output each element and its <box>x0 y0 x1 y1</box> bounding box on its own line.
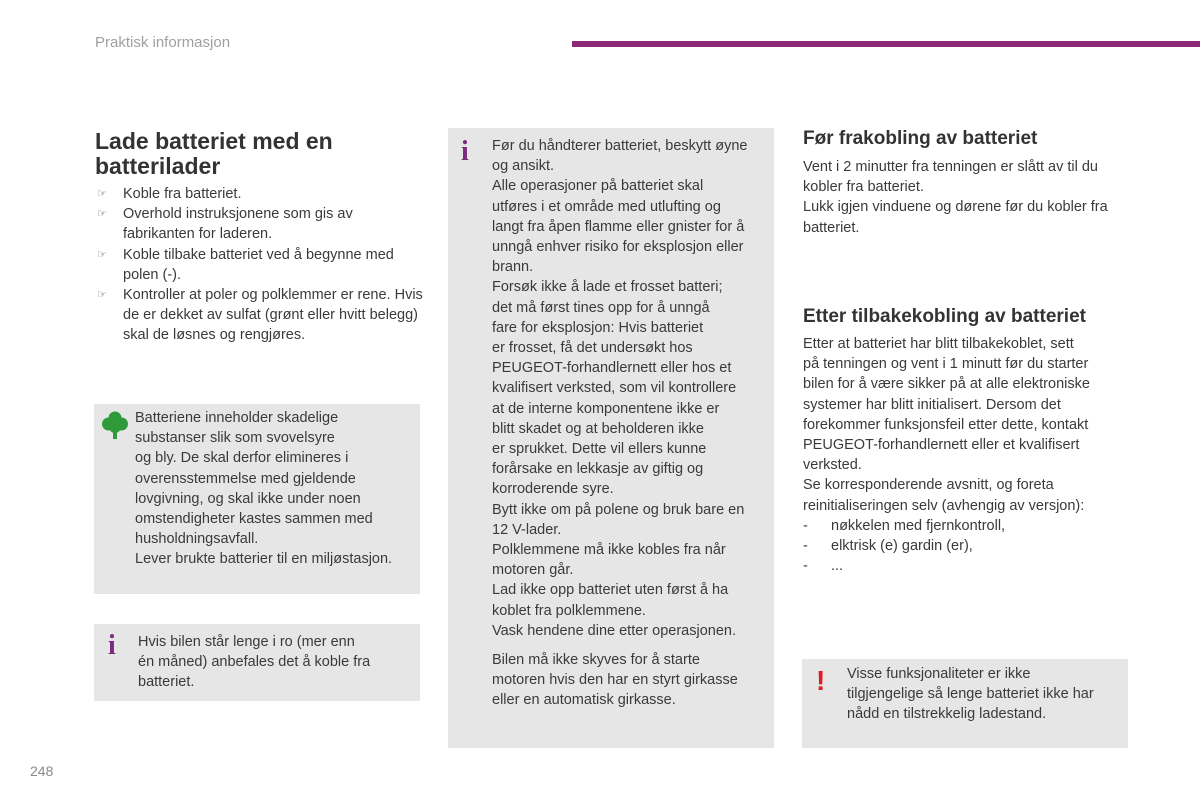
page-number: 248 <box>30 763 54 779</box>
safety-line: Forsøk ikke å lade et frosset batteri; <box>492 279 723 296</box>
safety-line: unngå enhver risiko for eksplosjon eller <box>492 239 744 256</box>
pointing-hand-icon: ☞ <box>97 289 107 302</box>
safety-line: Vask hendene dine etter operasjonen. <box>492 622 736 639</box>
safety-line: Bytt ikke om på polene og bruk bare en <box>492 501 745 518</box>
safety-line: Alle operasjoner på batteriet skal <box>492 178 704 195</box>
env-line: husholdningsavfall. <box>135 531 259 548</box>
safety-line: PEUGEOT-forhandlernett eller hos et <box>492 360 732 377</box>
environment-notice-box <box>94 404 420 594</box>
list-item: ☞ Koble fra batteriet. <box>95 184 425 204</box>
storage-info-box <box>94 624 420 701</box>
safety-line: kvalifisert verksted, som vil kontrollere <box>492 380 737 397</box>
warn-line: Visse funksjonaliteter er ikke <box>847 666 1031 682</box>
after-reconnect-title: Etter tilbakekobling av batteriet <box>803 306 1086 327</box>
info-icon: i <box>108 630 116 661</box>
safety-line: og ansikt. <box>492 158 555 175</box>
charge-steps <box>95 184 425 346</box>
env-line: Lever brukte batterier til en miljøstasjon. <box>135 551 393 568</box>
charge-title <box>95 129 425 179</box>
storage-line: Hvis bilen står lenge i ro (mer enn <box>138 634 355 650</box>
warn-line: tilgjengelige så lenge batteriet ikke har <box>847 686 1094 703</box>
push-start-line: eller en automatisk girkasse. <box>492 692 676 709</box>
push-start-line: motoren hvis den har en styrt girkasse <box>492 672 738 689</box>
safety-line: det må først tines opp for å unngå <box>492 299 710 316</box>
safety-line: korroderende syre. <box>492 481 614 498</box>
charge-level-warning-box <box>802 659 1128 748</box>
charge-section <box>95 129 425 179</box>
safety-line: utføres i et område med utlufting og <box>492 198 721 215</box>
info-icon: i <box>461 136 469 167</box>
before-disconnect-title: Før frakobling av batteriet <box>803 128 1038 149</box>
list-item: ☞ Kontroller at poler og polklemmer er rene. Hvis de er dekket av sulfat (grønt eller hvitt belegg) skal de løsnes og rengjøres. <box>97 287 423 344</box>
storage-line: én måned) anbefales det å koble fra <box>138 654 371 671</box>
safety-line: brann. <box>492 259 534 276</box>
list-item: ☞ Overhold instruksjonene som gis av fabrikanten for laderen. <box>97 206 353 243</box>
safety-line: forårsake en lekkasje av giftig og <box>492 461 704 478</box>
safety-line: fare for eksplosjon: Hvis batteriet <box>492 319 704 336</box>
tree-icon <box>102 410 128 440</box>
section-header: Praktisk informasjon <box>95 34 231 51</box>
charge-title-line1: Lade batteriet med en <box>95 128 333 154</box>
safety-line: Polklemmene må ikke kobles fra når <box>492 542 726 559</box>
env-line: lovgivning, og skal ikke under noen <box>135 490 361 507</box>
safety-line: motoren går. <box>492 562 574 579</box>
before-disconnect-text: Vent i 2 minutter fra tenningen er slått av til du kobler fra batteriet. Lukk igjen vinduene og dørene før du kobler fra batteriet. <box>803 159 1108 236</box>
safety-line: koblet fra polklemmene. <box>492 602 646 619</box>
battery-safety-box <box>448 128 774 748</box>
env-line: overensstemmelse med gjeldende <box>135 470 356 487</box>
env-line: substanser slik som svovelsyre <box>135 430 335 447</box>
safety-line: blitt skadet og at beholderen ikke <box>492 420 704 437</box>
safety-line: langt fra åpen flamme eller gnister for å <box>492 218 745 235</box>
list-item: - nøkkelen med fjernkontroll, <box>803 517 1006 534</box>
safety-line: Før du håndterer batteriet, beskytt øyne <box>492 138 748 154</box>
warning-icon: ! <box>816 665 826 696</box>
charge-title-line2: batterilader <box>95 153 221 179</box>
after-reconnect-text: Etter at batteriet har blitt tilbakekoblet, sett på tenningen og vent i 1 minutt før du starter bilen for å være sikker på at alle elektroniske systemer har blitt initialisert. Dersom det forekommer funksjonsfeil etter dette, kontakt PEUGEOT-forhandlernett eller et kvalifisert verksted. Se korresponderende avsnitt, og foreta reinitialiseringen selv (avhengig av versjon): - nøkkelen med fjernkontroll, - elktrisk (e) gardin (er), - ... <box>803 334 1133 576</box>
header-accent-bar <box>572 41 1200 47</box>
push-start-line: Bilen må ikke skyves for å starte <box>492 652 700 668</box>
pointing-hand-icon: ☞ <box>97 248 107 261</box>
safety-line: at de interne komponentene ikke er <box>492 400 720 417</box>
safety-line: er sprukket. Dette vil ellers kunne <box>492 441 707 458</box>
warn-line: nådd en tilstrekkelig ladestand. <box>847 706 1047 723</box>
pointing-hand-icon: ☞ <box>97 188 107 200</box>
safety-line: Lad ikke opp batteriet uten først å ha <box>492 582 729 599</box>
env-line: omstendigheter kastes sammen med <box>135 511 373 528</box>
safety-line: 12 V-lader. <box>492 521 562 538</box>
list-item: ☞ Koble tilbake batteriet ved å begynne med polen (-). <box>97 246 394 283</box>
env-line: Batteriene inneholder skadelige <box>135 410 339 426</box>
pointing-hand-icon: ☞ <box>97 208 107 221</box>
env-line: og bly. De skal derfor elimineres i <box>135 450 349 467</box>
before-disconnect-section <box>803 128 1133 150</box>
storage-line: batteriet. <box>138 674 195 691</box>
list-item: - ... <box>803 558 844 575</box>
list-item: - elktrisk (e) gardin (er), <box>803 538 973 555</box>
safety-line: er frosset, få det undersøkt hos <box>492 340 693 357</box>
after-reconnect-section <box>803 306 1133 328</box>
